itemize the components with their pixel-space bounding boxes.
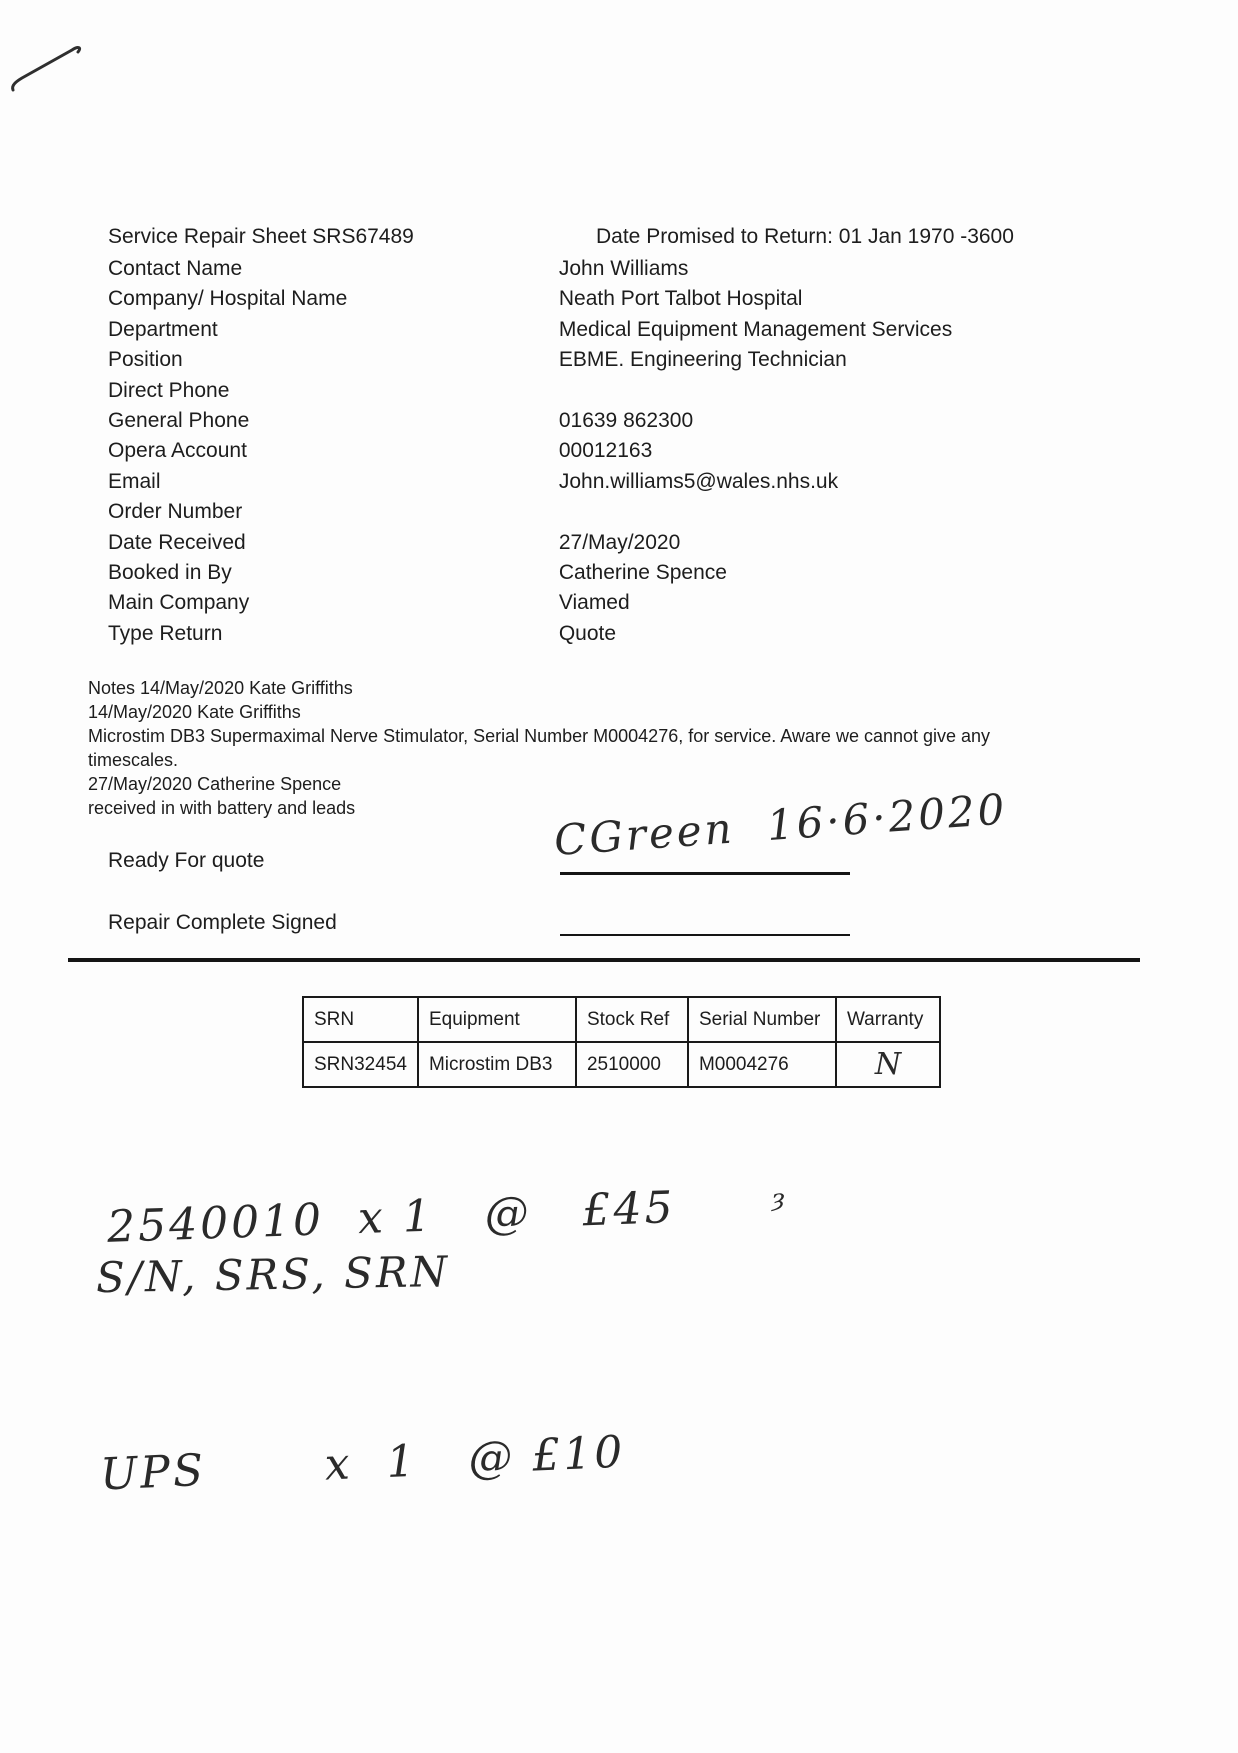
field-value: 27/May/2020	[558, 530, 681, 554]
page-title: Service Repair Sheet SRS67489	[108, 225, 414, 248]
detail-row-contact-name	[108, 254, 952, 284]
notes-line: Notes 14/May/2020 Kate Griffiths	[88, 678, 353, 698]
ready-for-quote-signature-line	[560, 872, 850, 875]
field-label: Type Return	[108, 621, 223, 645]
field-label: Company/ Hospital Name	[108, 287, 348, 311]
detail-row-opera-account	[108, 436, 952, 466]
repair-complete-signed-label: Repair Complete Signed	[108, 911, 337, 934]
notes-line: 27/May/2020 Catherine Spence	[88, 774, 342, 794]
field-value: 00012163	[558, 439, 653, 463]
field-label: Position	[108, 348, 183, 372]
detail-row-department	[108, 315, 952, 345]
col-header-equipment: Equipment	[418, 997, 576, 1042]
stray-ink-mark: ȝ	[772, 1184, 788, 1212]
field-label: Direct Phone	[108, 378, 230, 402]
cell-srn: SRN32454	[303, 1042, 418, 1087]
detail-row-order-number	[108, 497, 952, 527]
cell-stock-ref: 2510000	[576, 1042, 688, 1087]
detail-row-type-return	[108, 619, 952, 649]
notes-line: timescales.	[88, 750, 179, 770]
cell-equipment: Microstim DB3	[418, 1042, 576, 1087]
field-value: EBME. Engineering Technician	[558, 348, 847, 372]
section-divider-rule	[68, 958, 1140, 962]
field-label: Department	[108, 317, 218, 341]
field-value: John.williams5@wales.nhs.uk	[558, 469, 839, 493]
field-label: Opera Account	[108, 439, 247, 463]
field-label: Contact Name	[108, 257, 243, 280]
col-header-serial-number: Serial Number	[688, 997, 836, 1042]
handwritten-reference-list: S/N, SRS, SRN	[95, 1246, 451, 1303]
cell-serial-number: M0004276	[688, 1042, 836, 1087]
col-header-warranty: Warranty	[836, 997, 940, 1042]
equipment-table	[302, 996, 941, 1088]
detail-row-company-hospital-name	[108, 284, 952, 314]
field-value: John Williams	[558, 257, 689, 280]
ready-for-quote-signature: CGreen 16·6·2020	[552, 784, 1009, 865]
detail-row-date-received	[108, 528, 952, 558]
field-label: Booked in By	[108, 560, 232, 584]
handwritten-quote-item-1: 2540010 x 1 @ £45	[106, 1182, 677, 1253]
detail-row-email	[108, 467, 952, 497]
field-label: Email	[108, 469, 161, 493]
field-value: Viamed	[558, 591, 630, 615]
col-header-srn: SRN	[303, 997, 418, 1042]
date-promised-to-return: Date Promised to Return: 01 Jan 1970 -3600	[596, 225, 1014, 248]
field-value: Medical Equipment Management Services	[558, 317, 953, 341]
warranty-handwritten-n: N	[874, 1047, 902, 1082]
document-header	[108, 222, 1168, 252]
table-header-row	[303, 997, 940, 1042]
pen-stroke-mark	[8, 38, 94, 98]
repair-complete-signature-line	[560, 934, 850, 936]
ready-for-quote-label: Ready For quote	[108, 849, 265, 872]
detail-row-booked-in-by	[108, 558, 952, 588]
field-value: Neath Port Talbot Hospital	[558, 287, 803, 311]
detail-fields	[108, 254, 952, 649]
notes-line: received in with battery and leads	[88, 798, 356, 818]
detail-row-position	[108, 345, 952, 375]
detail-row-general-phone	[108, 406, 952, 436]
field-value: Catherine Spence	[558, 560, 727, 584]
field-label: Main Company	[108, 591, 250, 615]
field-label: General Phone	[108, 408, 250, 432]
field-value: 01639 862300	[558, 408, 694, 432]
detail-row-main-company	[108, 588, 952, 618]
cell-warranty	[836, 1042, 940, 1087]
handwritten-quote-item-2: UPS x 1 @ £10	[99, 1426, 627, 1501]
field-label: Order Number	[108, 500, 243, 524]
notes-line: Microstim DB3 Supermaximal Nerve Stimulator, Serial Number M0004276, for service. Aware we cannot give any	[88, 726, 991, 746]
field-value: Quote	[558, 621, 617, 645]
notes-line: 14/May/2020 Kate Griffiths	[88, 702, 301, 722]
table-row	[303, 1042, 940, 1087]
detail-row-direct-phone	[108, 376, 952, 406]
col-header-stock-ref: Stock Ref	[576, 997, 688, 1042]
field-label: Date Received	[108, 530, 246, 554]
